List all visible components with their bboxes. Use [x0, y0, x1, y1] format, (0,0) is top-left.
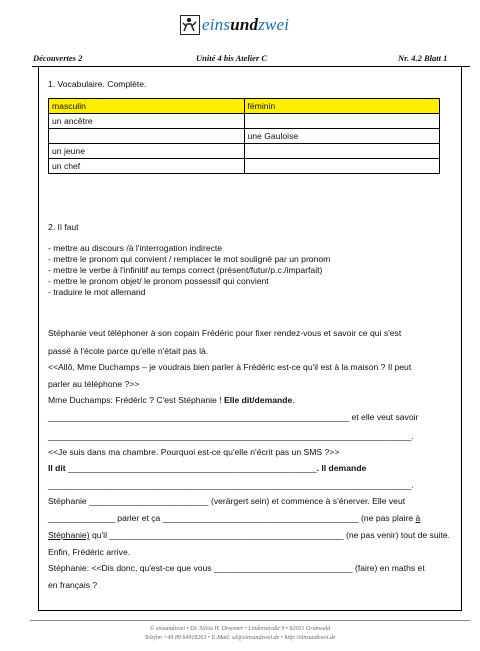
table-header-cell: féminin	[244, 99, 440, 114]
footer-line-1: © einsundzwei • Dr. Silvia H. Droemer • Lindenstraße 9 • 82031 Grünwald	[149, 626, 331, 632]
table-cell: un chef	[49, 159, 245, 174]
text-line: en français ?	[48, 580, 98, 590]
text-line: Mme Duchamps: Frédéric ? C'est Stéphanie ! Elle dit/demande.	[48, 395, 295, 405]
logo-figure-icon	[180, 15, 200, 35]
table-header-row	[49, 99, 440, 114]
answer-line: Stéphanie) qu'il _________________________________________________ (ne pas venir) tout de suite.	[48, 530, 451, 540]
table-cell	[244, 159, 440, 174]
text-line: parler au téléphone ?>>	[48, 379, 140, 389]
answer-line: Stéphanie _________________________ (verärgert sein) et commence à s'énerver. Elle veut	[48, 496, 406, 506]
table-row	[49, 144, 440, 159]
answer-line: ____________________________________________________________________________.	[48, 431, 414, 441]
footer-rule	[30, 620, 470, 621]
list-item: - mettre le pronom objet/ le pronom possessif qui convient	[48, 276, 269, 286]
table-header-cell: masculin	[49, 99, 245, 114]
answer-line: ______________ parler et ça _________________________________________ (ne pas plaire à	[48, 513, 421, 523]
header-right: Nr. 4.2 Blatt 1	[398, 53, 448, 63]
table-cell	[49, 129, 245, 144]
answer-line: Stéphanie: <<Dis donc, qu'est-ce que vous _____________________________ (faire) en maths et	[48, 563, 425, 573]
text-line: Enfin, Frédéric arrive.	[48, 547, 131, 557]
table-cell	[244, 144, 440, 159]
text-line: passé à l'école parce qu'elle n'était pas là.	[48, 346, 209, 356]
list-item: - mettre le pronom qui convient / remplacer le mot souligné par un pronom	[48, 254, 331, 264]
table-row	[49, 159, 440, 174]
logo-wordmark: einsundzwei	[202, 15, 290, 34]
text-line: <<Allô, Mme Duchamps – je voudrais bien parler à Frédéric est-ce qu'il est à la maison ? Il peut	[48, 362, 412, 372]
table-cell: une Gauloise	[244, 129, 440, 144]
vocab-table	[48, 98, 440, 174]
list-item: - traduire le mot allemand	[48, 287, 146, 297]
list-item: - mettre au discours /à l'interrogation indirecte	[48, 243, 223, 253]
instruction-list	[48, 243, 330, 298]
exercise2-title: 2. Il faut	[48, 222, 79, 232]
footer-line-2: Telefon +49 89 64918263 • E-Mail: sd@einsundzwei.de • http://einsundzwei.de	[144, 635, 336, 641]
table-cell: un ancêtre	[49, 114, 245, 129]
table-row	[49, 129, 440, 144]
exercise1-title: 1. Vocabulaire. Complète.	[48, 79, 147, 89]
answer-line: Il dit ____________________________________________________. Il demande	[48, 463, 367, 473]
list-item: - mettre le verbe à l'infinitif au temps correct (présent/futur/p.c./imparfait)	[48, 265, 323, 275]
logo	[180, 12, 289, 38]
text-line: <<Je suis dans ma chambre. Pourquoi est-ce qu'elle n'écrit pas un SMS ?>>	[48, 447, 340, 457]
answer-line: _______________________________________________________________ et elle veut savoir	[48, 412, 419, 422]
header-center: Unité 4 bis Atelier C	[196, 53, 267, 63]
answer-line: ____________________________________________________________________________.	[48, 480, 414, 490]
text-line: Stéphanie veut téléphoner à son copain Frédéric pour fixer rendez-vous et savoir ce qui s'est	[48, 328, 402, 338]
table-cell	[244, 114, 440, 129]
header-left: Découvertes 2	[33, 53, 83, 63]
table-cell: un jeune	[49, 144, 245, 159]
table-row	[49, 114, 440, 129]
